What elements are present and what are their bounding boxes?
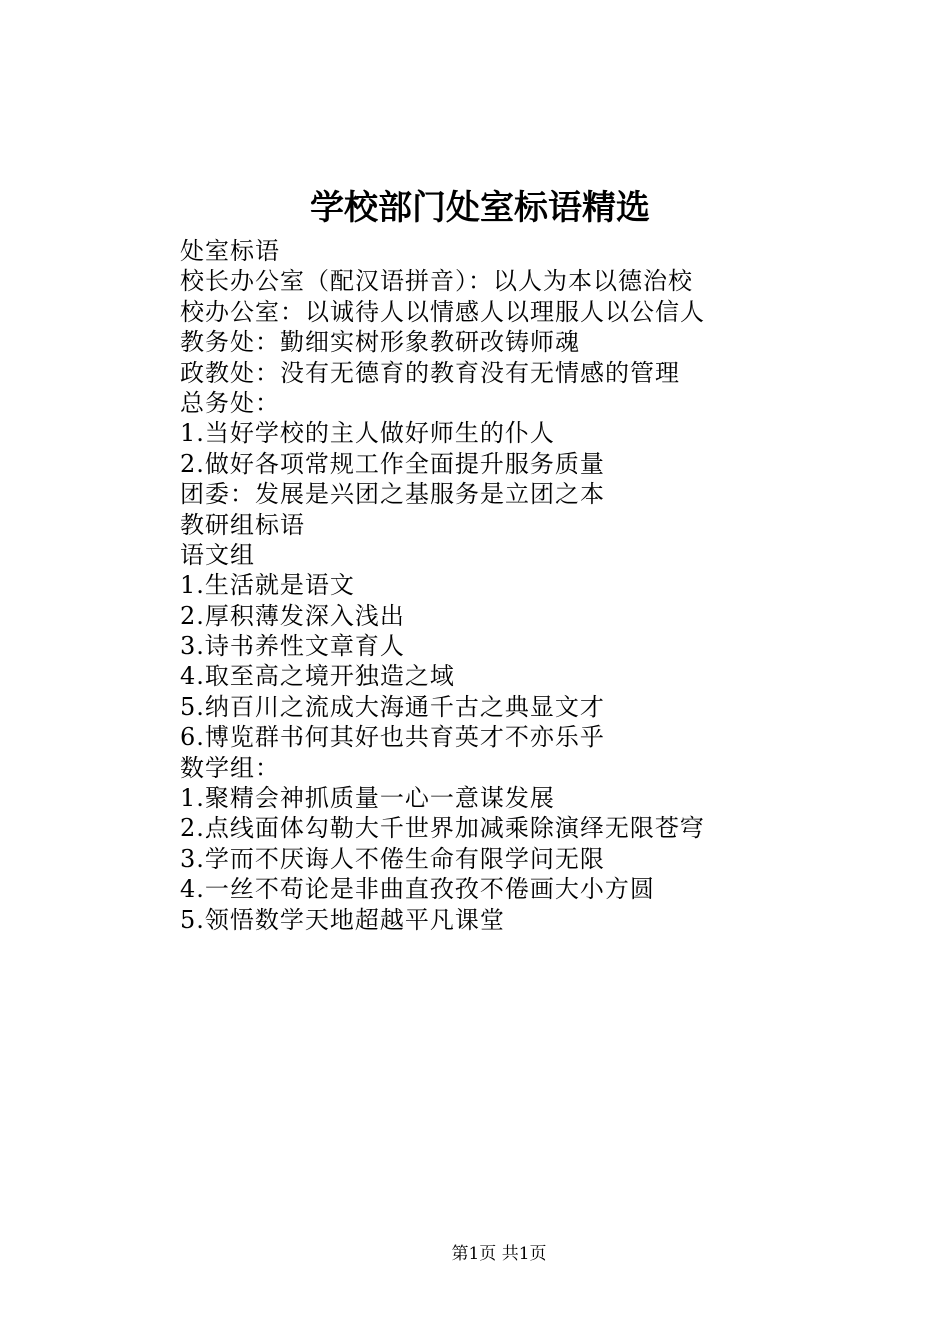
text-line: 2.做好各项常规工作全面提升服务质量 [180,449,605,478]
text-line: 5.领悟数学天地超越平凡课堂 [180,905,505,934]
page-footer: 第1页 共1页 [451,1244,547,1264]
text-line: 3.诗书养性文章育人 [180,632,405,661]
text-line: 教研组标语 [180,510,305,539]
text-line: 3.学而不厌诲人不倦生命有限学问无限 [180,844,605,873]
text-line: 6.博览群书何其好也共育英才不亦乐乎 [180,723,605,752]
text-line: 团委：发展是兴团之基服务是立团之本 [180,480,605,509]
text-line: 校长办公室（配汉语拼音）：以人为本以德治校 [180,267,693,296]
text-line: 2.点线面体勾勒大千世界加减乘除演绎无限苍穹 [180,814,705,843]
text-line: 总务处： [180,388,280,417]
text-line: 4.一丝不苟论是非曲直孜孜不倦画大小方圆 [180,875,655,904]
text-line: 1.聚精会神抓质量一心一意谋发展 [180,784,555,813]
text-line: 政教处：没有无德育的教育没有无情感的管理 [180,358,680,387]
text-line: 处室标语 [180,237,280,265]
text-line: 语文组 [180,540,255,569]
text-line: 数学组： [180,753,280,782]
text-line: 4.取至高之境开独造之域 [180,662,455,691]
text-line: 2.厚积薄发深入浅出 [180,601,405,630]
text-line: 校办公室：以诚待人以情感人以理服人以公信人 [180,297,705,326]
text-line: 1.当好学校的主人做好师生的仆人 [180,419,555,448]
document-title: 学校部门处室标语精选 [310,188,650,228]
document-body [180,236,900,935]
text-line: 5.纳百川之流成大海通千古之典显文才 [180,692,605,721]
text-line: 教务处：勤细实树形象教研改铸师魂 [180,328,580,357]
text-line: 1.生活就是语文 [180,571,355,600]
